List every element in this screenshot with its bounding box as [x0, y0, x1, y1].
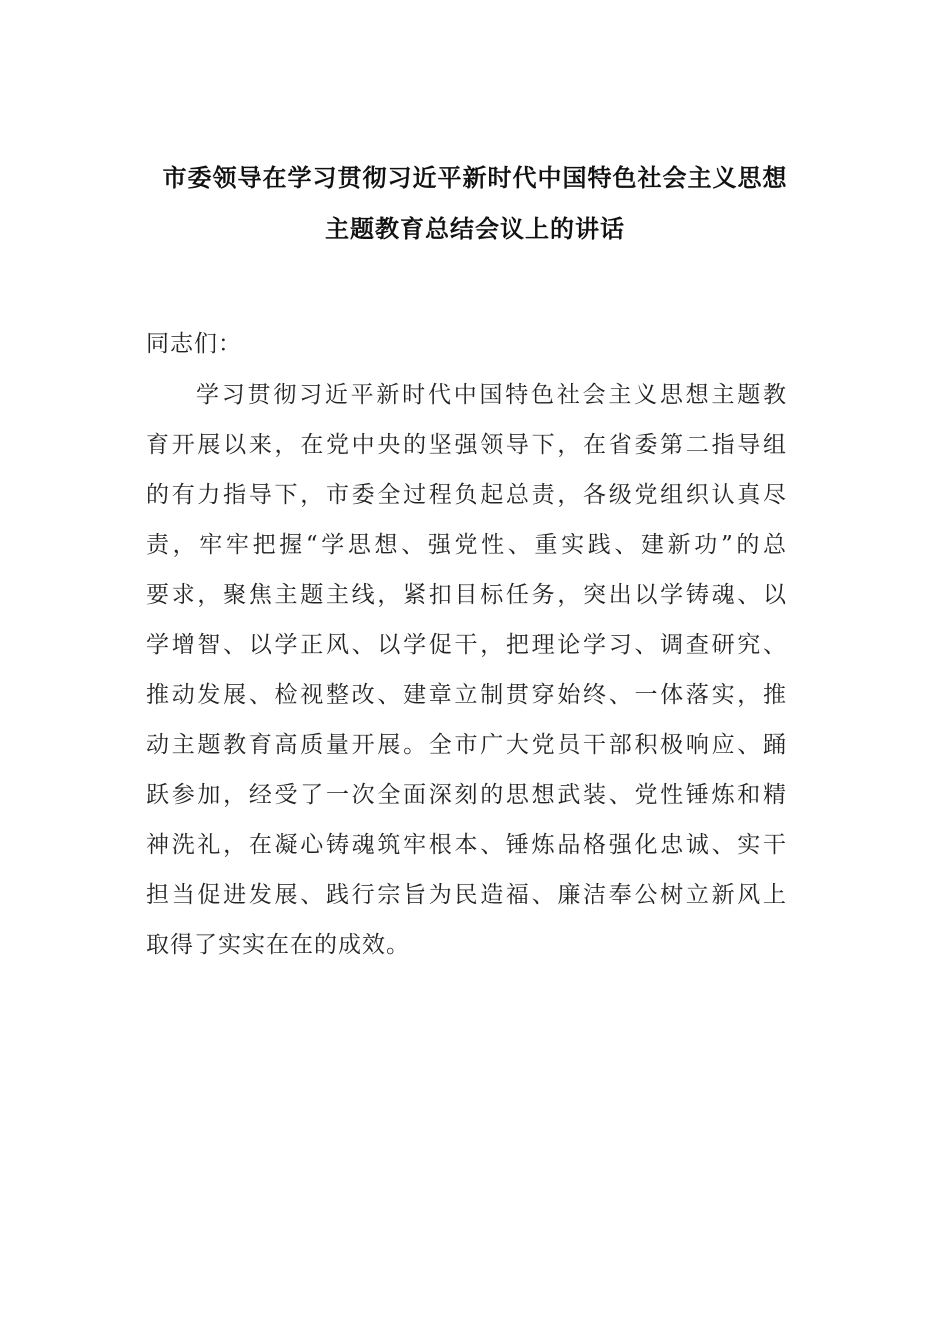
- document-title-line-2: 主题教育总结会议上的讲话: [325, 215, 625, 243]
- paragraph-line: 动主题教育高质量开展。全市广大党员干部积极响应、踊: [146, 732, 786, 758]
- salutation: 同志们：: [146, 331, 242, 357]
- paragraph-line: 神洗礼，在凝心铸魂筑牢根本、锤炼品格强化忠诚、实干: [146, 832, 786, 858]
- document-title-line-1: 市委领导在学习贯彻习近平新时代中国特色社会主义思想: [162, 164, 788, 192]
- paragraph-line: 学增智、以学正风、以学促干，把理论学习、调查研究、: [146, 632, 786, 658]
- paragraph-line: 取得了实实在在的成效。: [146, 932, 410, 958]
- paragraph-line: 推动发展、检视整改、建章立制贯穿始终、一体落实，推: [146, 682, 786, 708]
- paragraph-line: 责，牢牢把握“学思想、强党性、重实践、建新功”的总: [146, 532, 786, 558]
- paragraph-line: 要求，聚焦主题主线，紧扣目标任务，突出以学铸魂、以: [146, 582, 786, 608]
- paragraph-line: 的有力指导下，市委全过程负起总责，各级党组织认真尽: [146, 482, 786, 508]
- paragraph-line: 跃参加，经受了一次全面深刻的思想武装、党性锤炼和精: [146, 782, 786, 808]
- paragraph-line: 育开展以来，在党中央的坚强领导下，在省委第二指导组: [146, 432, 786, 458]
- paragraph-line: 担当促进发展、践行宗旨为民造福、廉洁奉公树立新风上: [146, 882, 786, 908]
- paragraph-line: 学习贯彻习近平新时代中国特色社会主义思想主题教: [196, 382, 786, 408]
